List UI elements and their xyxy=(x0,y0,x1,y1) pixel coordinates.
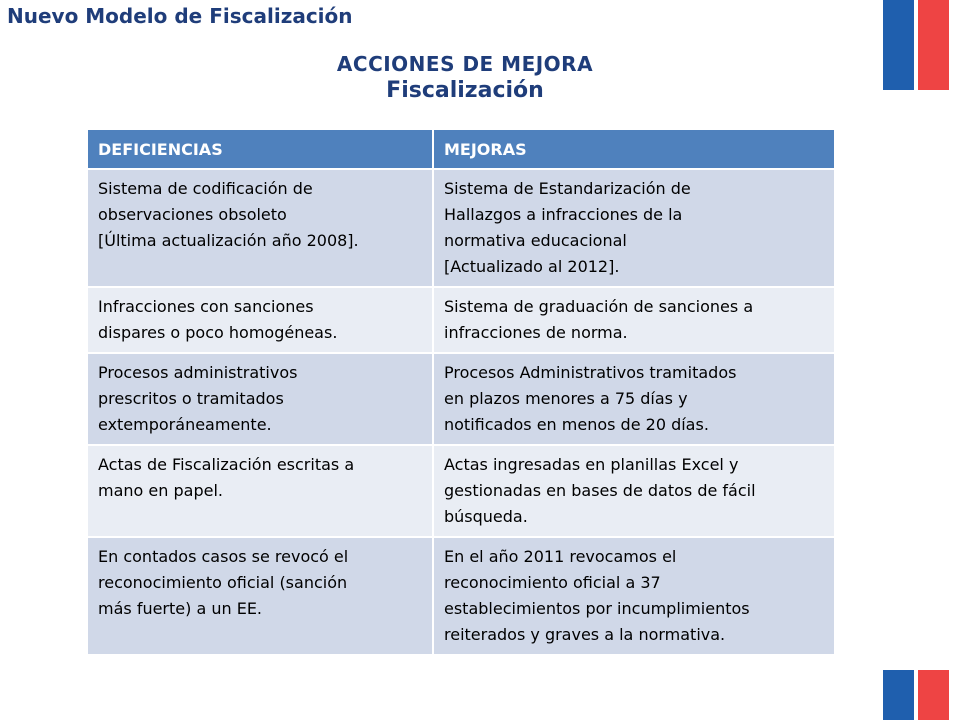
cell-text-line: extemporáneamente. xyxy=(98,415,272,434)
cell-text-line: En el año 2011 revocamos el xyxy=(444,547,677,566)
cell-text-line: normativa educacional xyxy=(444,231,627,250)
cell-text-line: Procesos Administrativos tramitados xyxy=(444,363,737,382)
mejora-cell xyxy=(433,537,834,655)
table-row xyxy=(88,537,834,655)
cell-text-line: Infracciones con sanciones xyxy=(98,297,314,316)
cell-text-line: Hallazgos a infracciones de la xyxy=(444,205,683,224)
cell-text-line: gestionadas en bases de datos de fácil xyxy=(444,481,756,500)
deficiencia-cell xyxy=(88,445,433,537)
cell-text-line: reconocimiento oficial a 37 xyxy=(444,573,661,592)
mejora-cell xyxy=(433,353,834,445)
deficiencia-cell xyxy=(88,353,433,445)
improvements-table xyxy=(88,130,834,656)
cell-text-line: en plazos menores a 75 días y xyxy=(444,389,688,408)
column-header-mejoras: MEJORAS xyxy=(433,130,834,169)
cell-text-line: infracciones de norma. xyxy=(444,323,628,342)
table-row xyxy=(88,445,834,537)
cell-text-line: [Actualizado al 2012]. xyxy=(444,257,620,276)
flag-red-bar xyxy=(918,0,949,90)
cell-text-line: En contados casos se revocó el xyxy=(98,547,349,566)
cell-text-line: notificados en menos de 20 días. xyxy=(444,415,709,434)
table-row xyxy=(88,287,834,353)
deficiencia-cell xyxy=(88,169,433,287)
cell-text-line: Sistema de graduación de sanciones a xyxy=(444,297,754,316)
chile-flag-stripe-top xyxy=(883,0,949,90)
mejora-cell xyxy=(433,445,834,537)
slide-subtitle: Fiscalización xyxy=(386,78,544,103)
deficiencia-cell xyxy=(88,537,433,655)
flag-red-bar xyxy=(918,670,949,720)
chile-flag-stripe-bottom xyxy=(883,670,949,720)
cell-text-line: observaciones obsoleto xyxy=(98,205,287,224)
table-header-row xyxy=(88,130,834,169)
mejora-cell xyxy=(433,169,834,287)
cell-text-line: reiterados y graves a la normativa. xyxy=(444,625,726,644)
flag-blue-bar xyxy=(883,670,914,720)
cell-text-line: Actas ingresadas en planillas Excel y xyxy=(444,455,739,474)
cell-text-line: [Última actualización año 2008]. xyxy=(98,231,359,250)
cell-text-line: Actas de Fiscalización escritas a xyxy=(98,455,355,474)
cell-text-line: reconocimiento oficial (sanción xyxy=(98,573,348,592)
presentation-header-title: Nuevo Modelo de Fiscalización xyxy=(7,4,353,28)
cell-text-line: Procesos administrativos xyxy=(98,363,298,382)
flag-blue-bar xyxy=(883,0,914,90)
mejora-cell xyxy=(433,287,834,353)
cell-text-line: búsqueda. xyxy=(444,507,528,526)
slide-title: ACCIONES DE MEJORA xyxy=(336,52,594,76)
table-row xyxy=(88,353,834,445)
table-row xyxy=(88,169,834,287)
column-header-deficiencias: DEFICIENCIAS xyxy=(88,130,433,169)
cell-text-line: Sistema de codificación de xyxy=(98,179,313,198)
cell-text-line: Sistema de Estandarización de xyxy=(444,179,691,198)
deficiencia-cell xyxy=(88,287,433,353)
cell-text-line: establecimientos por incumplimientos xyxy=(444,599,750,618)
cell-text-line: dispares o poco homogéneas. xyxy=(98,323,338,342)
cell-text-line: más fuerte) a un EE. xyxy=(98,599,263,618)
cell-text-line: mano en papel. xyxy=(98,481,223,500)
cell-text-line: prescritos o tramitados xyxy=(98,389,284,408)
